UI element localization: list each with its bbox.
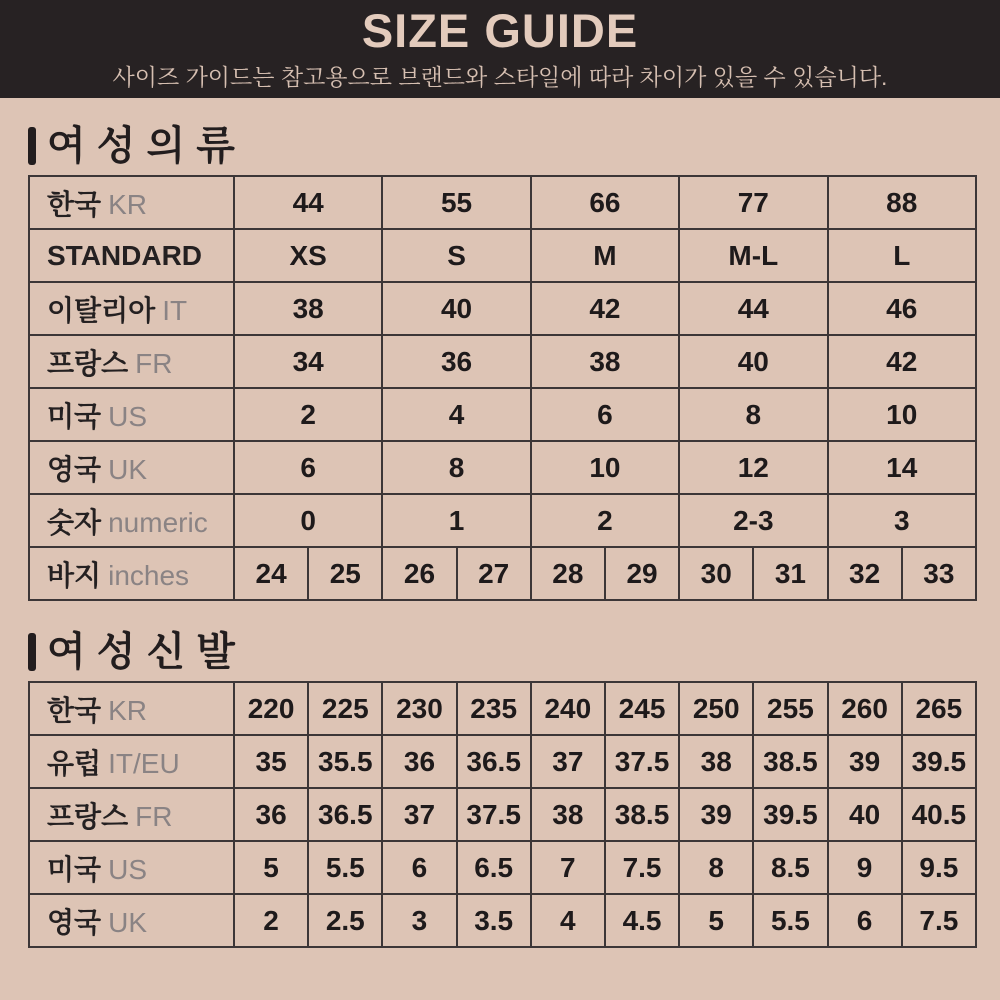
size-cell: 35.5 <box>308 735 382 788</box>
row-label-korean: 영국 <box>47 906 102 938</box>
size-cell: 8 <box>382 441 530 494</box>
row-label <box>29 494 234 547</box>
row-label <box>29 788 234 841</box>
size-cell: 30 <box>679 547 753 600</box>
size-cell: 9 <box>828 841 902 894</box>
section-title-text: 여 성 의 류 <box>47 124 235 168</box>
size-cell: 40 <box>828 788 902 841</box>
size-cell: 28 <box>531 547 605 600</box>
size-cell: 37.5 <box>457 788 531 841</box>
size-cell: 4 <box>531 894 605 947</box>
size-cell: 2 <box>234 894 308 947</box>
table-row <box>29 547 976 600</box>
size-cell: 36 <box>382 335 530 388</box>
size-cell: 2 <box>531 494 679 547</box>
row-label-korean: 숫자 <box>47 506 102 538</box>
size-cell: 38 <box>531 335 679 388</box>
size-cell: 5.5 <box>308 841 382 894</box>
section-title <box>28 632 977 672</box>
page-title: SIZE GUIDE <box>361 4 639 58</box>
page-header <box>0 0 1000 98</box>
row-label-latin: US <box>108 400 148 432</box>
size-cell: 1 <box>382 494 530 547</box>
row-label-latin: inches <box>108 559 190 591</box>
size-cell: 9.5 <box>902 841 976 894</box>
size-cell: 24 <box>234 547 308 600</box>
size-cell: 33 <box>902 547 976 600</box>
size-cell: 230 <box>382 682 456 735</box>
row-label-korean: 프랑스 <box>47 347 129 379</box>
size-cell: 2 <box>234 388 382 441</box>
size-cell: XS <box>234 229 382 282</box>
row-label-korean: 프랑스 <box>47 800 129 832</box>
size-cell: 3.5 <box>457 894 531 947</box>
size-cell: 26 <box>382 547 456 600</box>
row-label <box>29 335 234 388</box>
title-bar-icon <box>28 633 36 671</box>
size-cell: S <box>382 229 530 282</box>
size-cell: 14 <box>828 441 977 494</box>
row-label-latin: US <box>108 853 148 885</box>
size-cell: 5 <box>234 841 308 894</box>
size-cell: 25 <box>308 547 382 600</box>
row-label <box>29 547 234 600</box>
size-cell: 7 <box>531 841 605 894</box>
row-label-latin: KR <box>108 694 148 726</box>
size-cell: 240 <box>531 682 605 735</box>
row-label-korean: 영국 <box>47 453 102 485</box>
size-cell: 0 <box>234 494 382 547</box>
size-cell: 44 <box>234 176 382 229</box>
size-cell: 40 <box>382 282 530 335</box>
table-row <box>29 788 976 841</box>
size-cell: 245 <box>605 682 679 735</box>
table-row <box>29 388 976 441</box>
row-label <box>29 682 234 735</box>
table-row <box>29 894 976 947</box>
title-bar-icon <box>28 127 36 165</box>
size-cell: 39.5 <box>902 735 976 788</box>
size-cell: 55 <box>382 176 530 229</box>
size-cell: 8.5 <box>753 841 827 894</box>
size-cell: 37 <box>382 788 456 841</box>
size-cell: 12 <box>679 441 827 494</box>
size-cell: 40.5 <box>902 788 976 841</box>
row-label-korean: 한국 <box>47 188 102 220</box>
size-cell: 38 <box>531 788 605 841</box>
size-cell: 6 <box>382 841 456 894</box>
size-cell: 38 <box>234 282 382 335</box>
table-row <box>29 441 976 494</box>
size-cell: 31 <box>753 547 827 600</box>
table-row <box>29 494 976 547</box>
size-cell: 3 <box>828 494 977 547</box>
section-title-text: 여 성 신 발 <box>47 630 235 674</box>
size-cell: 10 <box>828 388 977 441</box>
size-cell: 39 <box>679 788 753 841</box>
size-cell: 235 <box>457 682 531 735</box>
size-cell: 36 <box>234 788 308 841</box>
size-cell: 37.5 <box>605 735 679 788</box>
row-label <box>29 735 234 788</box>
table-row <box>29 282 976 335</box>
size-cell: 36.5 <box>308 788 382 841</box>
row-label <box>29 441 234 494</box>
row-label-korean: 이탈리아 <box>47 294 156 326</box>
table-row <box>29 682 976 735</box>
size-cell: 6.5 <box>457 841 531 894</box>
table-row <box>29 229 976 282</box>
page-subtitle: 사이즈 가이드는 참고용으로 브랜드와 스타일에 따라 차이가 있을 수 있습니다. <box>112 63 888 90</box>
section-womens-shoes <box>28 632 977 948</box>
size-cell: 88 <box>828 176 977 229</box>
size-cell: 42 <box>828 335 977 388</box>
size-cell: 44 <box>679 282 827 335</box>
size-cell: 3 <box>382 894 456 947</box>
size-cell: 38.5 <box>753 735 827 788</box>
size-cell: 36.5 <box>457 735 531 788</box>
size-cell: 35 <box>234 735 308 788</box>
row-label <box>29 388 234 441</box>
size-cell: 77 <box>679 176 827 229</box>
size-cell: 27 <box>457 547 531 600</box>
row-label-latin: UK <box>108 453 148 485</box>
size-cell: 7.5 <box>902 894 976 947</box>
row-label-korean: STANDARD <box>47 239 203 271</box>
size-cell: 36 <box>382 735 456 788</box>
section-womens-clothing <box>28 126 977 601</box>
size-cell: L <box>828 229 977 282</box>
size-cell: 42 <box>531 282 679 335</box>
size-cell: 8 <box>679 388 827 441</box>
size-cell: 29 <box>605 547 679 600</box>
size-cell: 5.5 <box>753 894 827 947</box>
row-label <box>29 282 234 335</box>
clothing-size-table <box>28 175 977 601</box>
size-cell: 6 <box>234 441 382 494</box>
table-row <box>29 176 976 229</box>
size-cell: 46 <box>828 282 977 335</box>
row-label-latin: IT/EU <box>108 747 180 779</box>
row-label-latin: KR <box>108 188 148 220</box>
row-label <box>29 894 234 947</box>
row-label-latin: UK <box>108 906 148 938</box>
size-cell: 2.5 <box>308 894 382 947</box>
row-label-latin: IT <box>162 294 188 326</box>
size-cell: 66 <box>531 176 679 229</box>
shoe-size-table <box>28 681 977 948</box>
size-cell: 220 <box>234 682 308 735</box>
size-cell: 2-3 <box>679 494 827 547</box>
size-cell: 40 <box>679 335 827 388</box>
size-cell: 38.5 <box>605 788 679 841</box>
size-cell: 39 <box>828 735 902 788</box>
table-row <box>29 841 976 894</box>
row-label-latin: numeric <box>108 506 208 538</box>
size-cell: 5 <box>679 894 753 947</box>
section-title <box>28 126 977 166</box>
size-cell: 4 <box>382 388 530 441</box>
size-cell: 255 <box>753 682 827 735</box>
size-cell: 39.5 <box>753 788 827 841</box>
row-label <box>29 176 234 229</box>
row-label <box>29 841 234 894</box>
size-cell: 225 <box>308 682 382 735</box>
size-cell: 6 <box>531 388 679 441</box>
size-cell: M-L <box>679 229 827 282</box>
table-row <box>29 735 976 788</box>
row-label-korean: 미국 <box>47 853 102 885</box>
size-cell: 8 <box>679 841 753 894</box>
row-label-korean: 바지 <box>47 559 102 591</box>
size-cell: 7.5 <box>605 841 679 894</box>
row-label-korean: 한국 <box>47 694 102 726</box>
size-cell: 4.5 <box>605 894 679 947</box>
size-cell: 34 <box>234 335 382 388</box>
size-cell: 38 <box>679 735 753 788</box>
row-label-latin: FR <box>135 347 173 379</box>
row-label <box>29 229 234 282</box>
size-cell: 32 <box>828 547 902 600</box>
size-cell: 250 <box>679 682 753 735</box>
row-label-korean: 유럽 <box>47 747 102 779</box>
size-cell: M <box>531 229 679 282</box>
size-cell: 260 <box>828 682 902 735</box>
size-cell: 10 <box>531 441 679 494</box>
table-row <box>29 335 976 388</box>
size-cell: 265 <box>902 682 976 735</box>
row-label-latin: FR <box>135 800 173 832</box>
size-cell: 6 <box>828 894 902 947</box>
size-cell: 37 <box>531 735 605 788</box>
row-label-korean: 미국 <box>47 400 102 432</box>
